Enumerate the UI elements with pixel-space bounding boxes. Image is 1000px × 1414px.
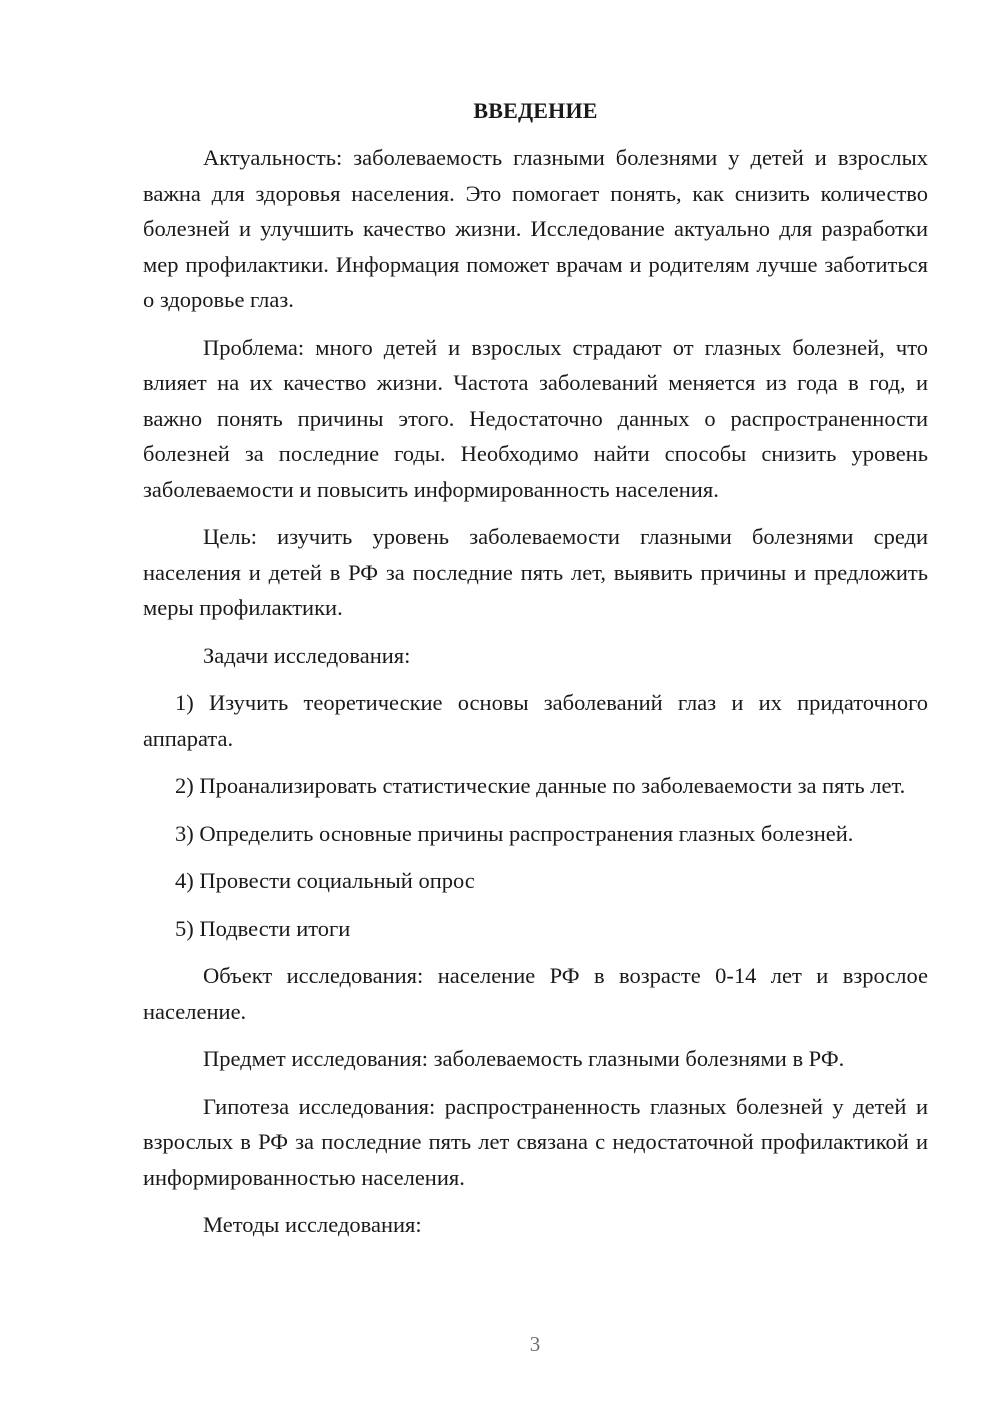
paragraph-relevance: Актуальность: заболеваемость глазными болезнями у детей и взрослых важна для здоровья населения. Это помогает понять, как снизить количество болезней и улучшить качество жизни. Исследование актуально для разработки мер профилактики. Информация поможет врачам и родителям лучше заботиться о здоровье глаз. [143,145,928,312]
task-item-5: 5) Подвести итоги [175,915,351,941]
page-content [143,94,928,1243]
paragraph-goal: Цель: изучить уровень заболеваемости глазными болезнями среди населения и детей в РФ за последние пять лет, выявить причины и предложить меры профилактики. [143,524,928,620]
task-item-3: 3) Определить основные причины распространения глазных болезней. [175,820,854,846]
task-item-1: 1) Изучить теоретические основы заболеваний глаз и их придаточного аппарата. [143,690,928,751]
task-item-4: 4) Провести социальный опрос [175,868,475,893]
paragraph-subject: Предмет исследования: заболеваемость глазными болезнями в РФ. [203,1046,845,1071]
paragraph-hypothesis: Гипотеза исследования: распространенность глазных болезней у детей и взрослых в РФ за последние пять лет связана с недостаточной профилактикой и информированностью населения. [143,1093,928,1190]
paragraph-methods: Методы исследования: [203,1212,422,1237]
section-title: ВВЕДЕНИЕ [473,98,598,123]
paragraph-object: Объект исследования: население РФ в возрасте 0-14 лет и взрослое население. [143,963,928,1024]
paragraph-tasks-heading: Задачи исследования: [203,642,411,668]
task-item-2: 2) Проанализировать статистические данные по заболеваемости за пять лет. [175,773,906,798]
page-number: 3 [529,1332,541,1356]
paragraph-problem: Проблема: много детей и взрослых страдают от глазных болезней, что влияет на их качество жизни. Частота заболеваний меняется из года в год, и важно понять причины этого. Недостаточно данных о распространенности болезней за последние годы. Необходимо найти способы снизить уровень заболеваемости и повысить информированность населения. [143,334,928,502]
